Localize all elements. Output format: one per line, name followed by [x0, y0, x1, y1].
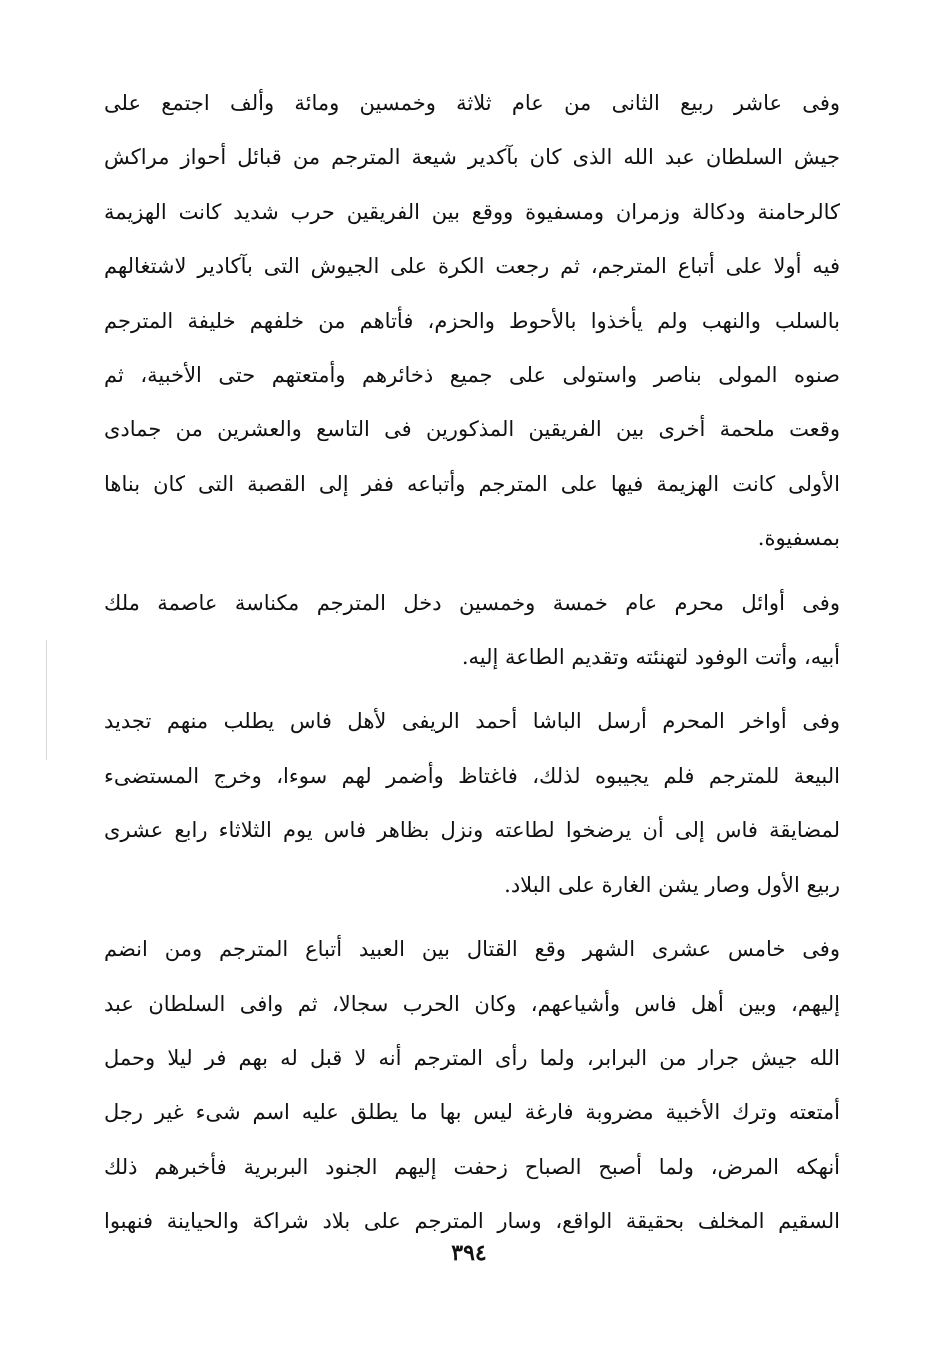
text-line: وفى عاشر ربيع الثانى من عام ثلاثة وخمسين ومائة وألف اجتمع على [104, 91, 840, 115]
paragraph-3 [104, 694, 840, 912]
text-line: كالرحامنة ودكالة وزمران ومسفيوة ووقع بين الفريقين حرب شديد كانت الهزيمة [104, 199, 840, 224]
text-line: البيعة للمترجم فلم يجيبوه لذلك، فاغتاظ وأضمر لهم سوءا، وخرج المستضىء [104, 763, 840, 788]
text-line: بالسلب والنهب ولم يأخذوا بالأحوط والحزم، فأتاهم من خلفهم خليفة المترجم [104, 308, 840, 333]
text-line: وفى خامس عشرى الشهر وقع القتال بين العبيد أتباع المترجم ومن انضم [104, 937, 840, 962]
scan-edge-mark [46, 640, 47, 760]
text-line: ربيع الأول وصار يشن الغارة على البلاد. [504, 872, 840, 897]
text-line: صنوه المولى بناصر واستولى على جميع ذخائرهم وأمتعتهم حتى الأخبية، ثم [104, 363, 840, 388]
text-line: بمسفيوة. [757, 526, 840, 551]
page-number: ٣٩٤ [451, 1240, 487, 1266]
text-line: لمضايقة فاس إلى أن يرضخوا لطاعته ونزل بظاهر فاس يوم الثلاثاء رابع عشرى [104, 818, 840, 843]
text-line: الله جيش جرار من البرابر، ولما رأى المترجم أنه لا قبل له بهم فر ليلا وحمل [104, 1045, 840, 1070]
paragraph-4 [104, 922, 840, 1248]
text-line: فيه أولا على أتباع المترجم، ثم رجعت الكرة على الجيوش التى بآكادير لاشتغالهم [104, 254, 840, 279]
text-line: وفى أواخر المحرم أرسل الباشا أحمد الريفى لأهل فاس يطلب منهم تجديد [104, 709, 840, 734]
text-line: أمتعته وترك الأخبية مضروبة فارغة ليس بها ما يطلق عليه اسم شىء غير رجل [104, 1100, 840, 1125]
text-line: أنهكه المرض، ولما أصبح الصباح زحفت إليهم الجنود البربرية فأخبرهم ذلك [104, 1154, 840, 1179]
text-line: وفى أوائل محرم عام خمسة وخمسين دخل المترجم مكناسة عاصمة ملك [104, 590, 840, 615]
text-line: الأولى كانت الهزيمة فيها على المترجم وأتباعه ففر إلى القصبة التى كان بناها [104, 471, 840, 496]
paragraph-1 [104, 76, 840, 566]
text-line: وقعت ملحمة أخرى بين الفريقين المذكورين فى التاسع والعشرين من جمادى [104, 417, 840, 442]
body-text [104, 76, 840, 1249]
text-line: أبيه، وأتت الوفود لتهنئته وتقديم الطاعة إليه. [461, 645, 840, 670]
text-line: جيش السلطان عبد الله الذى كان بآكدير شيعة المترجم من قبائل أحواز مراكش [104, 145, 840, 170]
paragraph-2 [104, 576, 840, 685]
text-line: إليهم، وبين أهل فاس وأشياعهم، وكان الحرب سجالا، ثم وافى السلطان عبد [104, 991, 840, 1016]
text-line: السقيم المخلف بحقيقة الواقع، وسار المترجم على بلاد شراكة والحياينة فنهبوا [104, 1209, 840, 1234]
